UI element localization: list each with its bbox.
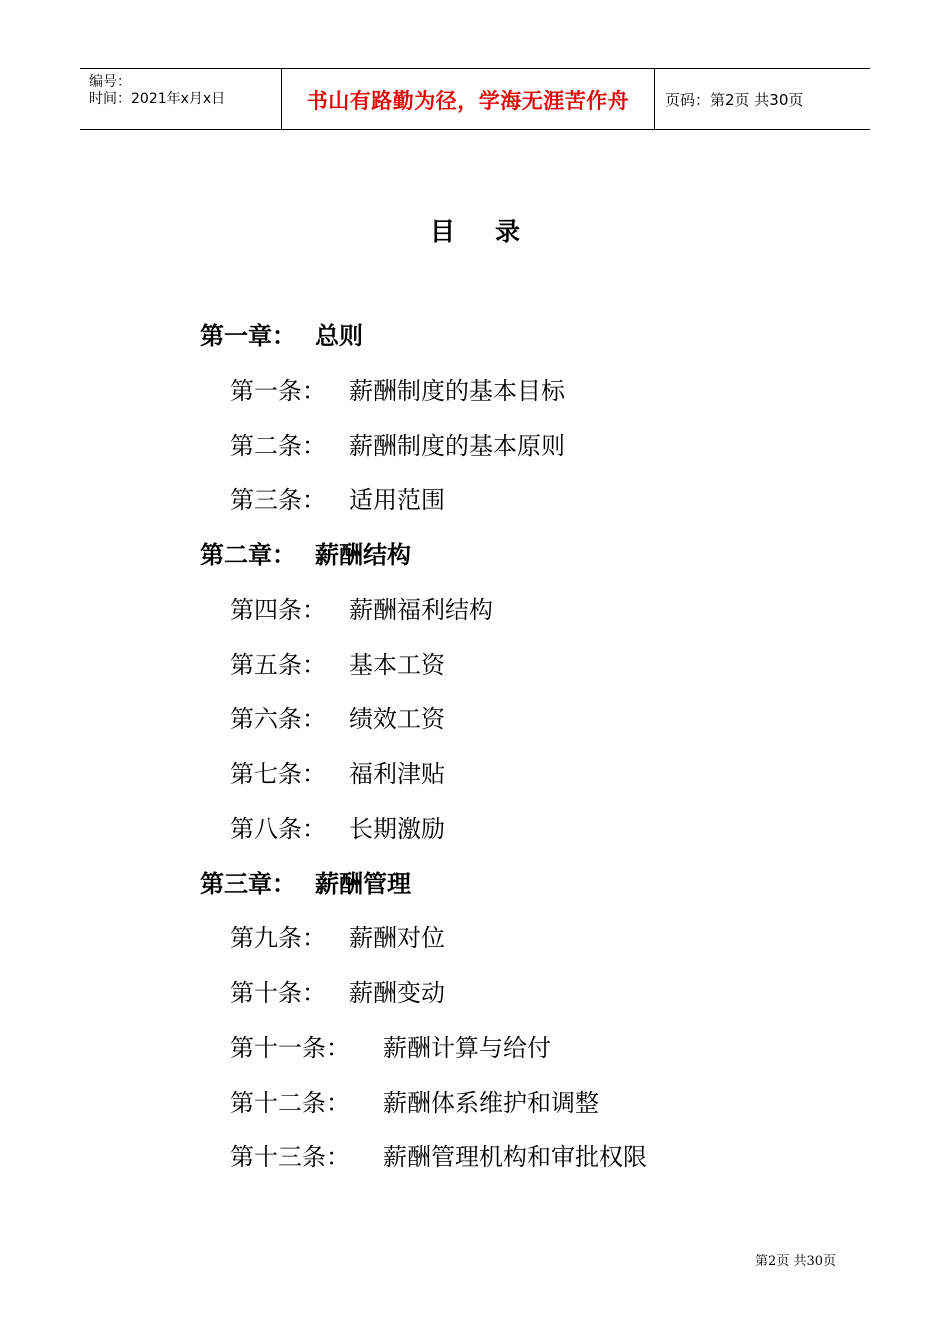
article-number: 第六条： (230, 705, 326, 733)
article-title: 绩效工资 (349, 705, 445, 733)
toc-article-11[interactable] (230, 1028, 551, 1068)
toc-article-13[interactable] (230, 1137, 647, 1177)
article-number: 第十二条： (230, 1089, 350, 1117)
article-title: 薪酬对位 (349, 924, 445, 952)
chapter-title: 薪酬结构 (315, 540, 411, 569)
article-number: 第三条： (230, 486, 326, 514)
header-page-info: 页码：第2页 共30页 (665, 91, 804, 109)
toc-article-8[interactable] (230, 809, 445, 849)
toc-chapter-2[interactable] (200, 535, 411, 575)
toc-chapter-1[interactable] (200, 316, 363, 356)
article-number: 第八条： (230, 815, 326, 843)
page-header (80, 68, 870, 130)
article-title: 薪酬管理机构和审批权限 (383, 1143, 647, 1171)
article-title: 长期激励 (349, 815, 445, 843)
toc-article-4[interactable] (230, 590, 493, 630)
toc-article-9[interactable] (230, 918, 445, 958)
article-number: 第一条： (230, 377, 326, 405)
serial-label: 编号： (89, 74, 131, 90)
toc-article-2[interactable] (230, 426, 565, 466)
article-title: 薪酬制度的基本原则 (349, 432, 565, 460)
article-number: 第七条： (230, 760, 326, 788)
toc-article-12[interactable] (230, 1083, 599, 1123)
article-number: 第五条： (230, 651, 326, 679)
toc-article-5[interactable] (230, 645, 445, 685)
article-title: 薪酬福利结构 (349, 596, 493, 624)
page-title: 目录 (429, 217, 560, 246)
chapter-title: 薪酬管理 (315, 869, 411, 898)
toc-chapter-3[interactable] (200, 864, 411, 904)
header-info-cell (80, 69, 282, 129)
chapter-title: 总则 (315, 321, 363, 350)
date-label: 时间：2021年x月x日 (89, 91, 226, 107)
chapter-number: 第三章： (200, 869, 296, 898)
header-page-cell (656, 69, 870, 129)
article-number: 第十一条： (230, 1034, 350, 1062)
article-title: 薪酬变动 (349, 979, 445, 1007)
article-title: 基本工资 (349, 651, 445, 679)
article-number: 第九条： (230, 924, 326, 952)
article-title: 薪酬体系维护和调整 (383, 1089, 599, 1117)
article-number: 第四条： (230, 596, 326, 624)
article-number: 第十条： (230, 979, 326, 1007)
article-title: 薪酬制度的基本目标 (349, 377, 565, 405)
article-title: 福利津贴 (349, 760, 445, 788)
toc-article-10[interactable] (230, 973, 445, 1013)
chapter-number: 第一章： (200, 321, 296, 350)
article-number: 第十三条： (230, 1143, 350, 1171)
article-title: 适用范围 (349, 486, 445, 514)
header-motto-cell (282, 69, 655, 129)
toc-article-6[interactable] (230, 699, 445, 739)
article-title: 薪酬计算与给付 (383, 1034, 551, 1062)
motto: 书山有路勤为径，学海无涯苦作舟 (306, 88, 630, 113)
article-number: 第二条： (230, 432, 326, 460)
chapter-number: 第二章： (200, 540, 296, 569)
toc-article-7[interactable] (230, 754, 445, 794)
page-footer: 第2页 共30页 (755, 1254, 836, 1269)
toc-article-1[interactable] (230, 371, 565, 411)
toc-article-3[interactable] (230, 480, 445, 520)
